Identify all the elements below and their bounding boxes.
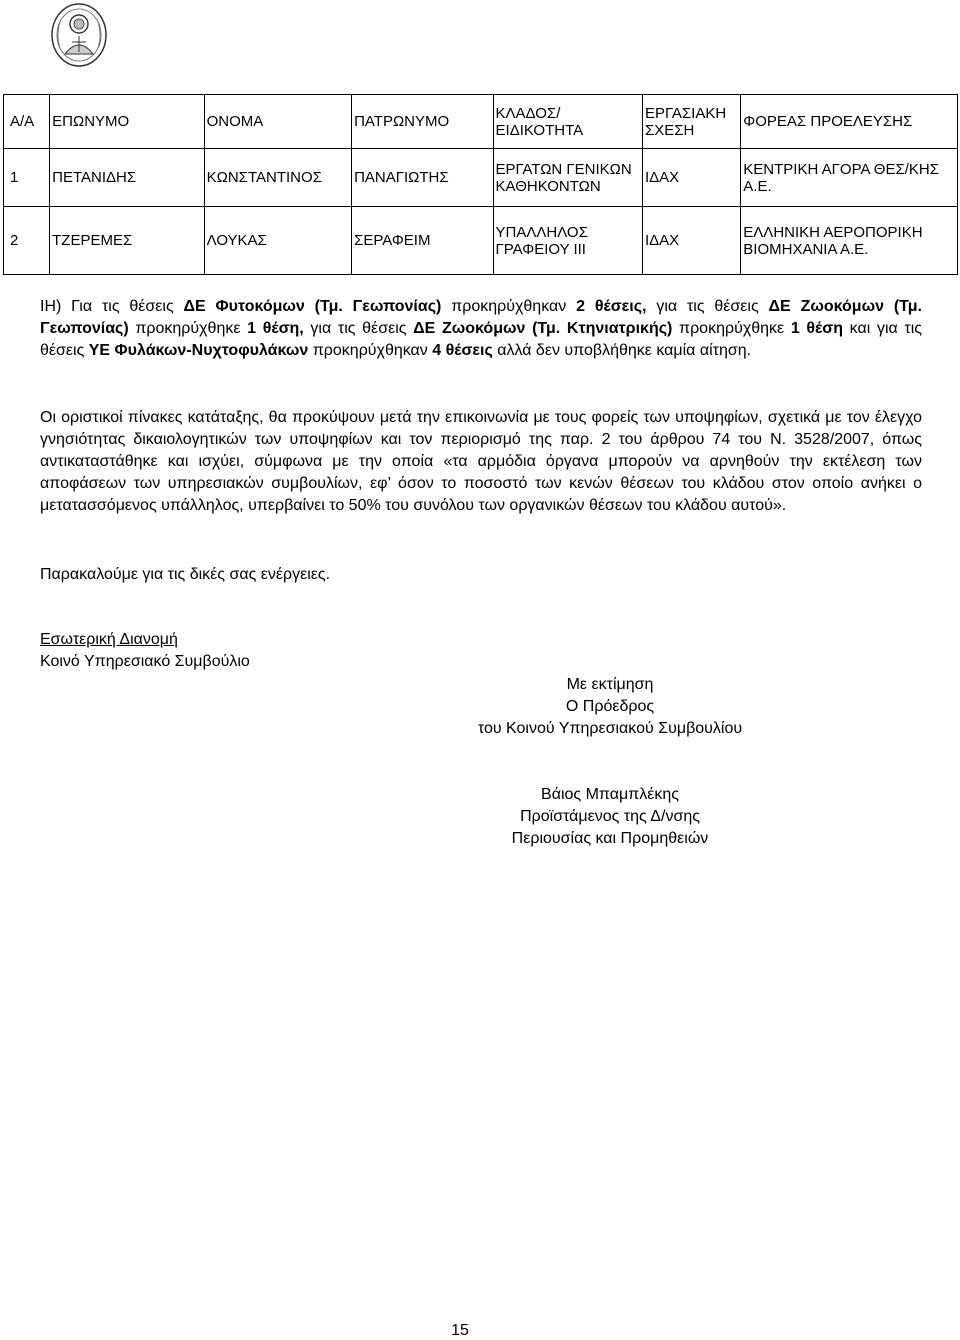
signature-line: του Κοινού Υπηρεσιακού Συμβουλίου	[477, 720, 743, 737]
bold-run: ΥΕ Φυλάκων-Νυχτοφυλάκων	[88, 342, 309, 359]
signature-line: Ο Πρόεδρος	[565, 698, 655, 715]
staff-table	[3, 94, 958, 275]
header-cell-aa: Α/Α	[4, 95, 50, 149]
header-cell-employment-relation: ΕΡΓΑΣΙΑΚΗ ΣΧΕΣΗ	[642, 95, 740, 149]
table-cell: ΚΩΝΣΤΑΝΤΙΝΟΣ	[204, 149, 351, 207]
text-run: προκηρύχθηκε	[672, 320, 791, 337]
table-cell: ΠΑΝΑΓΙΩΤΗΣ	[352, 149, 493, 207]
table-cell: ΤΖΕΡΕΜΕΣ	[50, 207, 204, 275]
distribution-heading: Εσωτερική Διανομή	[40, 631, 178, 648]
header-cell-name: ΟΝΟΜΑ	[204, 95, 351, 149]
signature-line: Βάιος Μπαμπλέκης	[541, 786, 679, 803]
bold-run: 1 θέση,	[247, 320, 304, 337]
text-run: προκηρύχθηκαν	[441, 298, 577, 315]
text-run: προκηρύχθηκαν	[308, 342, 433, 359]
table-cell: ΣΕΡΑΦΕΙΜ	[352, 207, 493, 275]
table-cell: ΥΠΑΛΛΗΛΟΣ ΓΡΑΦΕΙΟΥ ΙΙΙ	[493, 207, 642, 275]
table-cell: ΙΔΑΧ	[642, 207, 740, 275]
internal-distribution	[40, 629, 250, 673]
table-cell: ΛΟΥΚΑΣ	[204, 207, 351, 275]
table-cell: ΠΕΤΑΝΙΔΗΣ	[50, 149, 204, 207]
president-signature-block	[380, 674, 840, 740]
bold-run: ΔΕ Φυτοκόμων (Τμ. Γεωπονίας)	[183, 298, 442, 315]
table-cell: ΙΔΑΧ	[642, 149, 740, 207]
header-cell-branch: ΚΛΑΔΟΣ/ ΕΙΔΙΚΟΤΗΤΑ	[493, 95, 642, 149]
table-cell: ΕΛΛΗΝΙΚΗ ΑΕΡΟΠΟΡΙΚΗ ΒΙΟΜΗΧΑΝΙΑ Α.Ε.	[741, 207, 958, 275]
bold-run: 2 θέσεις,	[576, 298, 647, 315]
director-signature-block	[380, 784, 840, 850]
signature-line: Προϊστάμενος της Δ/νσης	[520, 808, 700, 825]
positions-paragraph	[40, 296, 922, 362]
table-row	[4, 149, 958, 207]
university-seal-logo	[50, 2, 108, 72]
bold-run: ΔΕ Ζωοκόμων (Τμ. Γεωπονίας)	[40, 298, 922, 337]
table-row	[4, 207, 958, 275]
table-cell: 2	[4, 207, 50, 275]
bold-run: ΔΕ Ζωοκόμων (Τμ. Κτηνιατρικής)	[413, 320, 673, 337]
header-cell-surname: ΕΠΩΝΥΜΟ	[50, 95, 204, 149]
table-cell: ΕΡΓΑΤΩΝ ΓΕΝΙΚΩΝ ΚΑΘΗΚΟΝΤΩΝ	[493, 149, 642, 207]
rankings-paragraph: Οι οριστικοί πίνακες κατάταξης, θα προκύψουν μετά την επικοινωνία με τους φορείς των υποψηφίων, σχετικά με τον έλεγχο γνησιότητας δικαιολογητικών των υποψηφίων και τον περιορισμό της παρ. 2 του άρθρου 74 του Ν. 3528/2007, όπως αντικαταστάθηκε και ισχύει, σύμφωνα με την οποία «τα αρμόδια όργανα μπορούν να αρνηθούν την εκτέλεση των αποφάσεων των υπηρεσιακών συμβουλίων, εφ’ όσον το ποσοστό των κενών θέσεων του κλάδου στον οποίο ανήκει ο μετατασσόμενος υπάλληλος, υπερβαίνει το 50% του συνόλου των οργανικών θέσεων του κλάδου αυτού».	[40, 409, 922, 514]
text-run: για τις θέσεις	[646, 298, 769, 315]
bold-run: 1 θέση	[790, 320, 843, 337]
text-run: αλλά δεν υποβλήθηκε καμία αίτηση.	[492, 342, 752, 359]
page-number: 15	[451, 1322, 469, 1339]
table-cell: 1	[4, 149, 50, 207]
header-cell-father-name: ΠΑΤΡΩΝΥΜΟ	[352, 95, 493, 149]
table-header-row	[4, 95, 958, 149]
request-paragraph: Παρακαλούμε για τις δικές σας ενέργειες.	[40, 566, 331, 583]
distribution-recipient: Κοινό Υπηρεσιακό Συμβούλιο	[40, 653, 250, 670]
text-run: ΙΗ) Για τις θέσεις	[40, 298, 184, 315]
text-run: για τις θέσεις	[303, 320, 414, 337]
text-run: προκηρύχθηκε	[128, 320, 248, 337]
header-cell-origin-organization: ΦΟΡΕΑΣ ΠΡΟΕΛΕΥΣΗΣ	[741, 95, 958, 149]
table-cell: ΚΕΝΤΡΙΚΗ ΑΓΟΡΑ ΘΕΣ/ΚΗΣ Α.Ε.	[741, 149, 958, 207]
signature-line: Με εκτίμηση	[566, 676, 654, 693]
text-run: και για τις θέσεις	[40, 320, 923, 359]
bold-run: 4 θέσεις	[432, 342, 493, 359]
signature-line: Περιουσίας και Προμηθειών	[511, 830, 709, 847]
